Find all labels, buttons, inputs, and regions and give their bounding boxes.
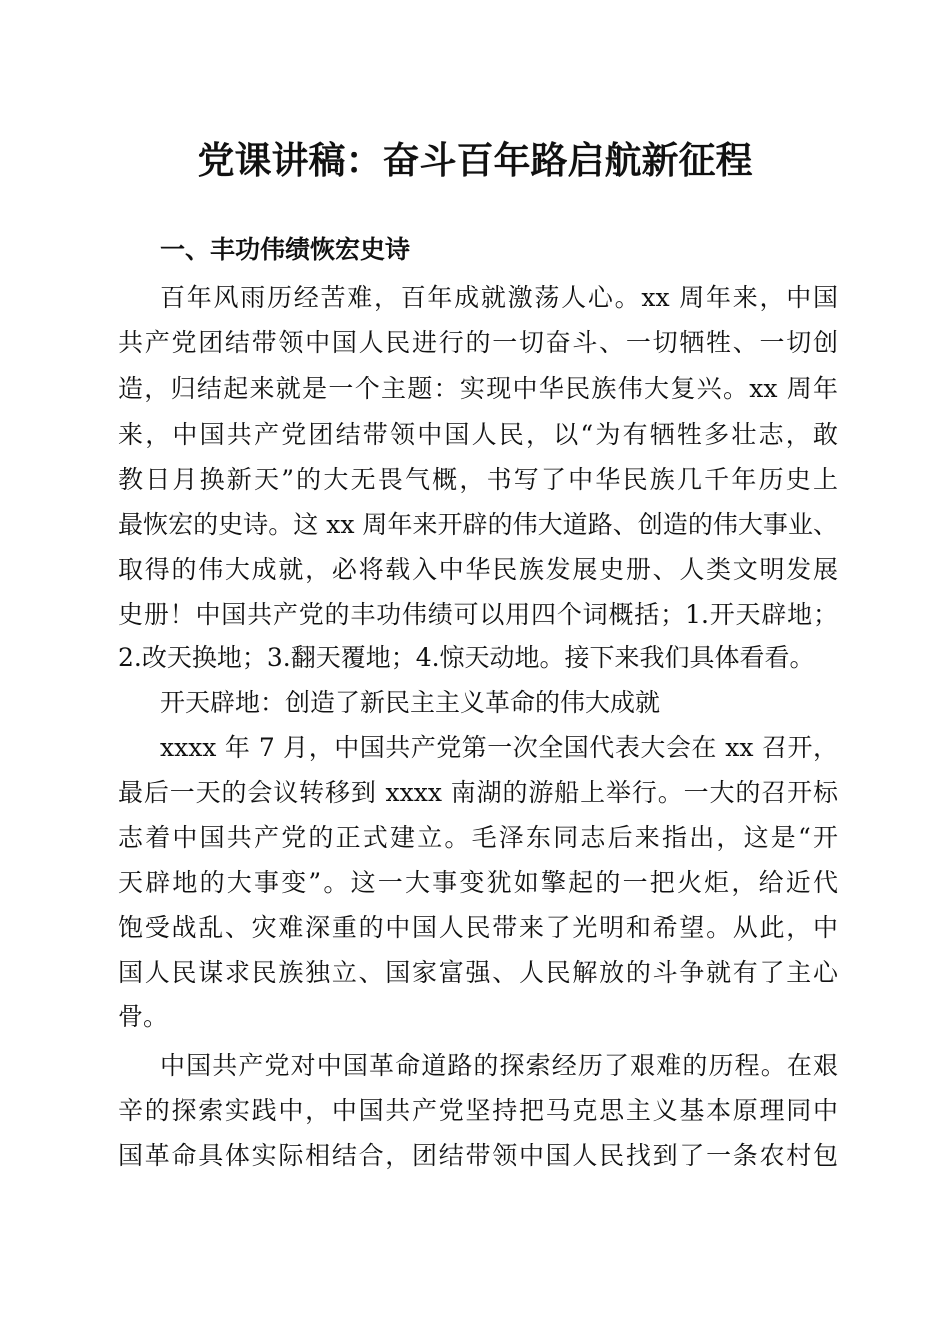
paragraph-line: 百年风雨历经苦难，百年成就激荡人心。xx 周年来，中国 <box>160 283 838 312</box>
paragraph-line: 饱受战乱、灾难深重的中国人民带来了光明和希望。从此，中 <box>118 913 838 942</box>
paragraph-line: 辛的探索实践中，中国共产党坚持把马克思主义基本原理同中 <box>118 1096 838 1125</box>
paragraph-line: 国人民谋求民族独立、国家富强、人民解放的斗争就有了主心 <box>118 958 838 987</box>
subheading-line: 开天辟地：创造了新民主主义革命的伟大成就 <box>160 688 661 717</box>
paragraph-line: 最后一天的会议转移到 xxxx 南湖的游船上举行。一大的召开标 <box>118 778 838 807</box>
paragraph-line: 志着中国共产党的正式建立。毛泽东同志后来指出，这是“开 <box>118 823 838 852</box>
paragraph-line: 最恢宏的史诗。这 xx 周年来开辟的伟大道路、创造的伟大事业、 <box>118 510 838 539</box>
paragraph-line: 国革命具体实际相结合，团结带领中国人民找到了一条农村包 <box>118 1141 838 1170</box>
paragraph-line: 来，中国共产党团结带领中国人民，以“为有牺牲多壮志，敢 <box>118 420 838 449</box>
paragraph-line: 教日月换新天”的大无畏气概，书写了中华民族几千年历史上 <box>118 465 838 494</box>
paragraph-line: 造，归结起来就是一个主题：实现中华民族伟大复兴。xx 周年 <box>118 374 838 403</box>
paragraph-line: 中国共产党对中国革命道路的探索经历了艰难的历程。在艰 <box>160 1051 838 1080</box>
paragraph-line: 共产党团结带领中国人民进行的一切奋斗、一切牺牲、一切创 <box>118 328 838 357</box>
paragraph-line: 2.改天换地；3.翻天覆地；4.惊天动地。接下来我们具体看看。 <box>118 643 815 672</box>
section-heading: 一、丰功伟绩恢宏史诗 <box>160 235 411 264</box>
paragraph-line: 史册！中国共产党的丰功伟绩可以用四个词概括；1.开天辟地； <box>118 600 838 629</box>
paragraph-line: 天辟地的大事变”。这一大事变犹如擎起的一把火炬，给近代 <box>118 868 838 897</box>
paragraph-line: 骨。 <box>118 1002 169 1031</box>
document-title: 党课讲稿：奋斗百年路启航新征程 <box>197 138 753 182</box>
paragraph-line: 取得的伟大成就，必将载入中华民族发展史册、人类文明发展 <box>118 555 838 584</box>
paragraph-line: xxxx 年 7 月，中国共产党第一次全国代表大会在 xx 召开， <box>160 733 838 762</box>
